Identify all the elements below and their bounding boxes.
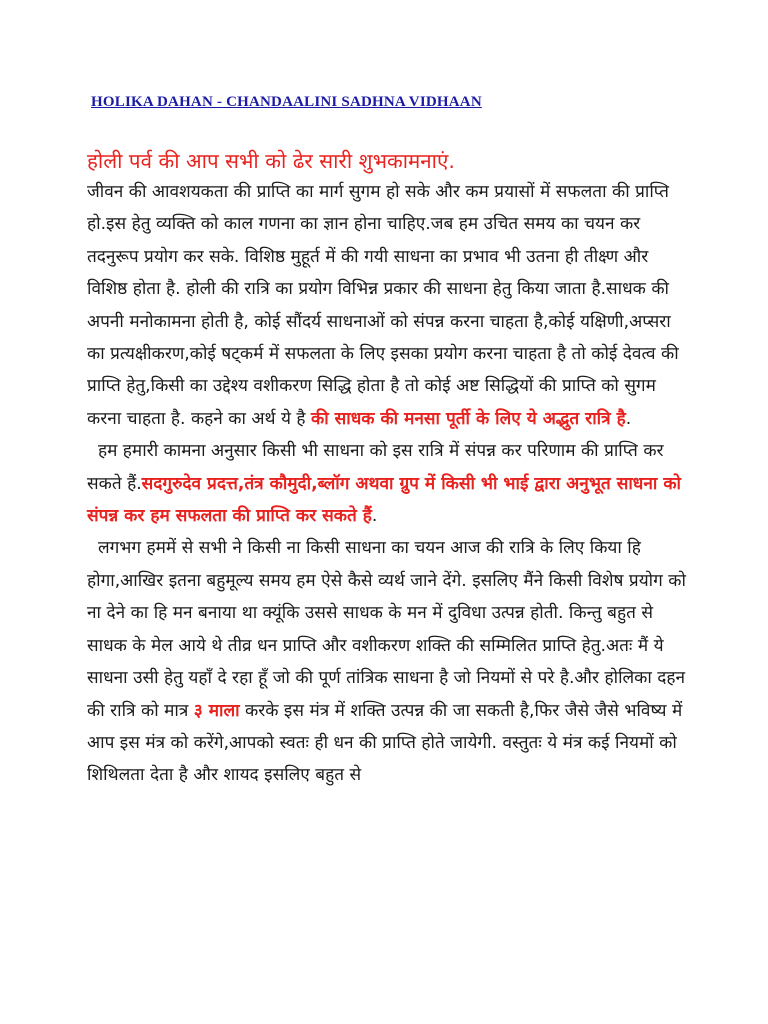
paragraph-2-text: हम हमारी कामना अनुसार किसी भी साधना को इस रात्रि में संपन्न कर परिणाम की प्राप्ति कर सकते हैं. [87,441,670,494]
paragraph-1-highlight: की साधक की मनसा पूर्ती के लिए ये अद्भुत रात्रि है [311,408,626,429]
paragraph-2 [87,435,687,532]
paragraph-1-text: जीवन की आवशयकता की प्राप्ति का मार्ग सुगम हो सके और कम प्रयासों में सफलता की प्राप्ति हो.इस हेतु व्यक्ति को काल गणना का ज्ञान होना चाहिए.जब हम उचित समय का चयन कर तदनुरूप प्रयोग कर सके. विशिष्ठ मुहूर्त में की गयी साधना का प्रभाव भी उतना ही तीक्ष्ण और विशिष्ठ होता है. होली की रात्रि का प्रयोग विभिन्न प्रकार की साधना हेतु किया जाता है.साधक की अपनी मनोकामना होती है, कोई सौंदर्य साधनाओं को संपन्न करना चाहता है,कोई यक्षिणी,अप्सरा का प्रत्यक्षीकरण,कोई षट्कर्म में सफलता के लिए इसका प्रयोग करना चाहता है तो कोई देवत्व की प्राप्ति हेतु,किसी का उद्देश्य वशीकरण सिद्धि होता है तो कोई अष्ट सिद्धियों की प्राप्ति को सुगम करना चाहता है. कहने का अर्थ ये है [87,182,679,429]
body-text [87,176,692,792]
greeting-heading: होली पर्व की आप सभी को ढेर सारी शुभकामनाएं. [87,149,455,173]
paragraph-3-highlight: ३ माला [193,700,240,721]
paragraph-3-text: लगभग हममें से सभी ने किसी ना किसी साधना का चयन आज की रात्रि के लिए किया हि होगा,आखिर इतना बहुमूल्य समय हम ऐसे कैसे व्यर्थ जाने देंगे. इसलिए मैंने किसी विशेष प्रयोग को ना देने का हि मन बनाया था क्यूंकि उससे साधक के मन में दुविधा उत्पन्न होती. किन्तु बहुत से साधक के मेल आये थे तीव्र धन प्राप्ति और वशीकरण शक्ति की सम्मिलित प्राप्ति हेतु.अतः मैं ये साधना उसी हेतु यहाँ दे रहा हूँ जो की पूर्ण तांत्रिक साधना है जो नियमों से परे है.और होलिका दहन की रात्रि को मात्र [87,538,692,721]
paragraph-2-end: . [371,506,378,527]
paragraph-3-end: करके इस मंत्र में शक्ति उत्पन्न की जा सकती है,फिर जैसे जैसे भविष्य में आप इस मंत्र को करेंगे,आपको स्वतः ही धन की प्राप्ति होते जायेगी. वस्तुतः ये मंत्र कई नियमों को शिथिलता देता है और शायद इसलिए बहुत से [87,700,688,786]
paragraph-1 [87,176,687,435]
paragraph-1-end: . [625,408,632,429]
paragraph-2-highlight: सदगुरुदेव प्रदत्त,तंत्र कौमुदी,ब्लॉग अथवा ग्रुप में किसी भी भाई द्वारा अनुभूत साधना को संपन्न कर हम सफलता की प्राप्ति कर सकते हैं [87,473,687,527]
paragraph-3 [87,532,692,791]
document-title: HOLIKA DAHAN - CHANDAALINI SADHNA VIDHAAN [91,94,482,110]
